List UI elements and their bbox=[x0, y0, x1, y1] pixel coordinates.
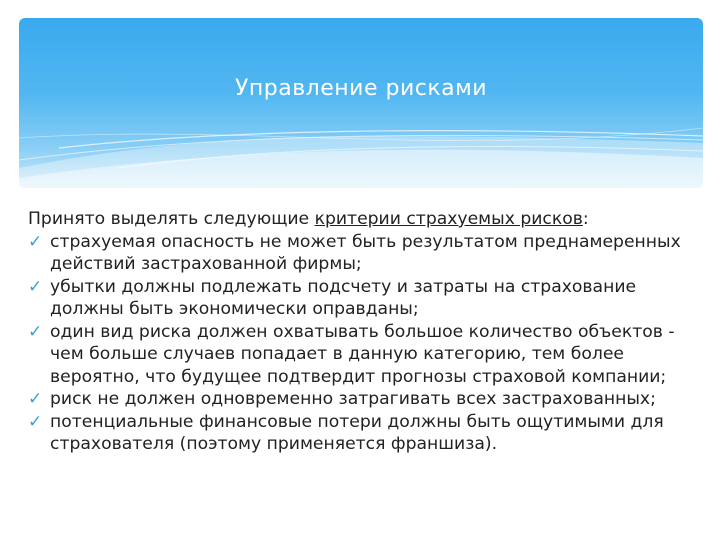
criteria-list bbox=[28, 231, 698, 456]
list-item-text: риск не должен одновременно затрагивать всех застрахованных; bbox=[50, 389, 656, 409]
list-item bbox=[28, 321, 698, 389]
list-item-text: убытки должны подлежать подсчету и затраты на страхование должны быть экономически оправданы; bbox=[50, 276, 637, 319]
list-item-text: один вид риска должен охватывать большое количество объектов - чем больше случаев попадает в данную категорию, тем более вероятно, что будущее подтвердит прогнозы страховой компании; bbox=[50, 321, 675, 387]
content-body bbox=[28, 208, 698, 456]
list-item bbox=[28, 276, 698, 321]
intro-link: критерии страхуемых рисков bbox=[314, 209, 583, 229]
wave-decoration bbox=[19, 18, 703, 188]
checkmark-icon: ✓ bbox=[28, 276, 43, 297]
list-item-text: страхуемая опасность не может быть результатом преднамеренных действий застрахованной фирмы; bbox=[50, 231, 681, 274]
list-item-text: потенциальные финансовые потери должны быть ощутимыми для страхователя (поэтому применяется франшиза). bbox=[50, 411, 664, 454]
intro-prefix: Принято выделять следующие bbox=[28, 209, 315, 229]
intro-suffix: : bbox=[582, 209, 589, 229]
checkmark-icon: ✓ bbox=[28, 231, 43, 252]
page-title: Управление рисками bbox=[234, 76, 488, 101]
list-item bbox=[28, 231, 698, 276]
checkmark-icon: ✓ bbox=[28, 389, 43, 409]
title-banner bbox=[19, 18, 703, 188]
list-item bbox=[28, 388, 698, 411]
checkmark-icon: ✓ bbox=[28, 411, 43, 432]
checkmark-icon: ✓ bbox=[28, 321, 43, 342]
list-item bbox=[28, 411, 698, 456]
intro-text bbox=[28, 208, 698, 231]
